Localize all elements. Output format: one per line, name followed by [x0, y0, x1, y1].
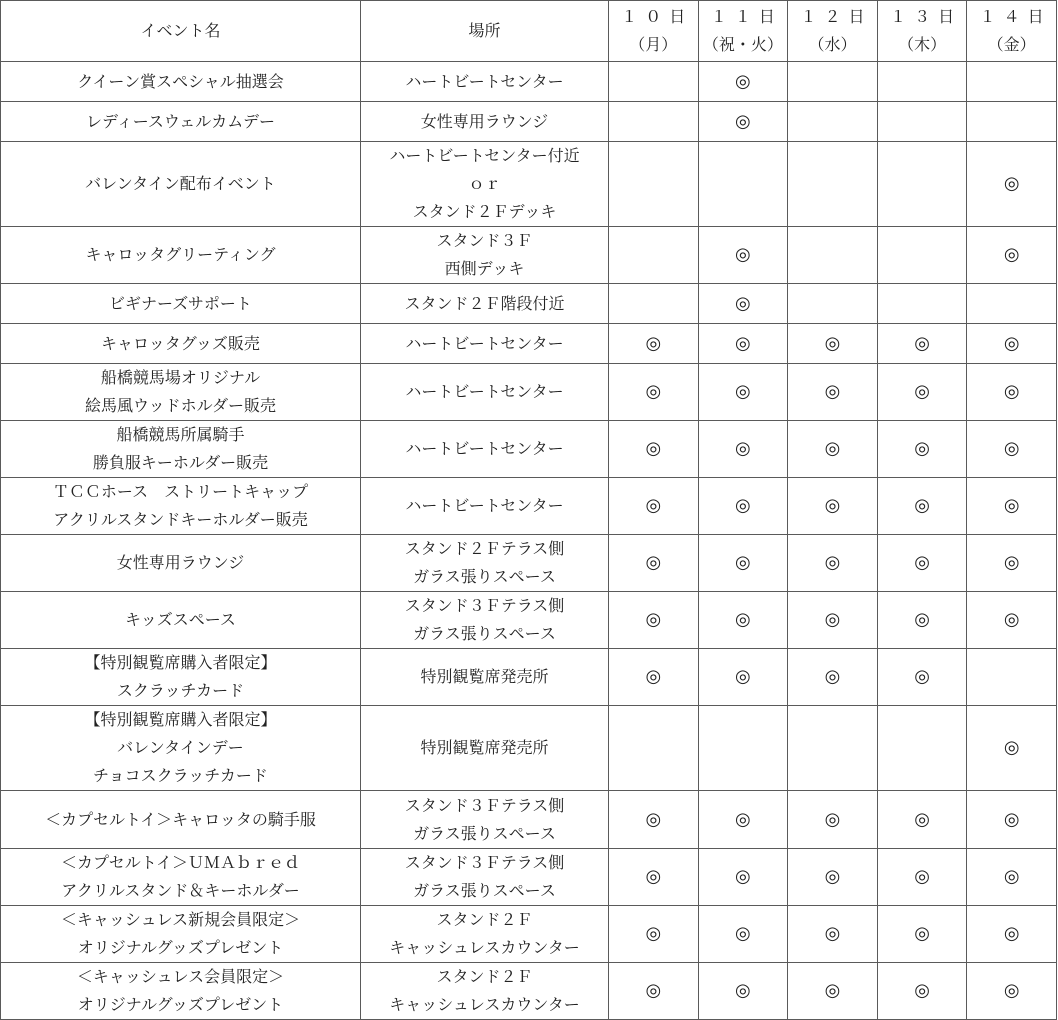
- day-cell: [609, 142, 699, 227]
- event-name-cell: [1, 227, 361, 284]
- day-cell: [967, 324, 1057, 364]
- event-name-cell: [1, 364, 361, 421]
- table-row: [1, 791, 1057, 849]
- place-cell-line: スタンド２Ｆ: [436, 967, 533, 986]
- day-cell: [967, 142, 1057, 227]
- day-header: [698, 1, 788, 62]
- held-mark: ◎: [645, 552, 662, 573]
- day-cell: [967, 791, 1057, 849]
- day-cell: [877, 364, 967, 421]
- day-weekday: （金）: [987, 35, 1036, 54]
- held-mark: ◎: [914, 381, 930, 402]
- held-mark: ◎: [914, 980, 930, 1001]
- held-mark: ◎: [645, 495, 662, 516]
- held-mark: ◎: [735, 244, 751, 265]
- day-cell: [967, 62, 1057, 102]
- table-row: [1, 142, 1057, 227]
- day-weekday: （祝・火）: [702, 35, 783, 54]
- day-cell: [877, 324, 967, 364]
- held-mark: ◎: [735, 332, 751, 354]
- event-name-cell-line: 女性専用ラウンジ: [116, 553, 245, 572]
- place-cell-line: 特別観覧席発売所: [420, 738, 549, 757]
- place-cell: [361, 284, 609, 324]
- held-mark: ◎: [914, 866, 930, 887]
- day-cell: [877, 284, 967, 324]
- day-cell: [698, 706, 788, 791]
- held-mark: ◎: [1003, 923, 1020, 944]
- table-row: [1, 102, 1057, 142]
- day-cell: [788, 102, 878, 142]
- table-row: [1, 963, 1057, 1020]
- place-cell: [361, 324, 609, 364]
- held-mark: ◎: [1003, 980, 1020, 1001]
- day-header: [788, 1, 878, 62]
- event-name-cell-line: 勝負服キーホルダー販売: [92, 453, 269, 472]
- day-cell: [609, 102, 699, 142]
- place-cell-line: ハートビートセンター: [405, 382, 564, 401]
- place-cell: [361, 102, 609, 142]
- day-cell: [698, 478, 788, 535]
- event-name-cell-line: バレンタインデー: [117, 738, 244, 757]
- event-name-cell: [1, 706, 361, 791]
- day-cell: [788, 706, 878, 791]
- day-cell: [967, 227, 1057, 284]
- day-cell: [877, 791, 967, 849]
- day-cell: [877, 963, 967, 1020]
- place-header: 場所: [361, 1, 609, 62]
- event-name-cell-line: 船橋競馬所属騎手: [116, 425, 245, 444]
- event-name-cell: [1, 791, 361, 849]
- place-cell: [361, 227, 609, 284]
- table-row: [1, 535, 1057, 592]
- day-cell: [609, 706, 699, 791]
- day-cell: [698, 791, 788, 849]
- held-mark: ◎: [735, 70, 751, 92]
- table-row: [1, 62, 1057, 102]
- held-mark: ◎: [735, 666, 751, 687]
- held-mark: ◎: [824, 381, 841, 402]
- held-mark: ◎: [824, 552, 841, 573]
- held-mark: ◎: [735, 980, 751, 1001]
- place-cell-line: ガラス張りスペース: [413, 881, 556, 900]
- held-mark: ◎: [735, 381, 751, 402]
- day-cell: [967, 364, 1057, 421]
- day-weekday: （木）: [898, 35, 947, 54]
- header-row: [1, 1, 1057, 62]
- day-cell: [877, 849, 967, 906]
- place-cell-line: ハートビートセンター: [405, 333, 564, 353]
- event-name-cell-line: 【特別観覧席購入者限定】: [84, 710, 277, 729]
- event-name-cell: [1, 62, 361, 102]
- day-date: １２日: [800, 7, 873, 26]
- event-name-cell: [1, 324, 361, 364]
- day-cell: [698, 535, 788, 592]
- held-mark: ◎: [1003, 173, 1020, 194]
- day-cell: [967, 906, 1057, 963]
- held-mark: ◎: [645, 866, 662, 887]
- event-name-cell-line: ビギナーズサポート: [109, 293, 252, 313]
- held-mark: ◎: [735, 923, 751, 944]
- day-cell: [877, 142, 967, 227]
- day-cell: [609, 324, 699, 364]
- event-name-cell: [1, 592, 361, 649]
- day-cell: [609, 592, 699, 649]
- held-mark: ◎: [1003, 381, 1020, 402]
- event-name-cell-line: 絵馬風ウッドホルダー販売: [84, 396, 277, 415]
- day-cell: [967, 102, 1057, 142]
- day-cell: [877, 535, 967, 592]
- place-cell: [361, 62, 609, 102]
- event-name-cell-line: オリジナルグッズプレゼント: [77, 938, 284, 957]
- day-header: [609, 1, 699, 62]
- day-cell: [609, 364, 699, 421]
- day-cell: [609, 963, 699, 1020]
- day-cell: [967, 284, 1057, 324]
- day-cell: [877, 706, 967, 791]
- place-cell-line: スタンド２Ｆデッキ: [412, 202, 557, 221]
- held-mark: ◎: [645, 923, 662, 944]
- held-mark: ◎: [824, 866, 841, 887]
- place-cell-line: ハートビートセンター付近: [389, 146, 580, 165]
- held-mark: ◎: [735, 292, 751, 314]
- table-row: [1, 592, 1057, 649]
- held-mark: ◎: [1003, 552, 1020, 573]
- table-row: [1, 478, 1057, 535]
- held-mark: ◎: [1003, 609, 1020, 630]
- day-cell: [788, 849, 878, 906]
- held-mark: ◎: [645, 381, 662, 402]
- event-name-cell-line: アクリルスタンドキーホルダー販売: [53, 510, 308, 529]
- day-date: １３日: [890, 7, 963, 26]
- place-cell-line: スタンド２Ｆ: [436, 910, 533, 929]
- table-row: [1, 849, 1057, 906]
- place-cell-line: キャッシュレスカウンター: [389, 995, 580, 1014]
- day-cell: [877, 421, 967, 478]
- day-cell: [698, 364, 788, 421]
- place-cell: [361, 791, 609, 849]
- day-cell: [609, 478, 699, 535]
- held-mark: ◎: [735, 552, 751, 573]
- day-cell: [788, 227, 878, 284]
- event-name-cell: [1, 535, 361, 592]
- day-cell: [877, 102, 967, 142]
- day-cell: [788, 535, 878, 592]
- place-cell: [361, 906, 609, 963]
- held-mark: ◎: [645, 332, 662, 354]
- table-row: [1, 906, 1057, 963]
- day-header: [877, 1, 967, 62]
- place-cell-line: 西側デッキ: [444, 259, 525, 278]
- day-cell: [609, 227, 699, 284]
- day-cell: [967, 963, 1057, 1020]
- event-name-cell: [1, 284, 361, 324]
- held-mark: ◎: [914, 609, 930, 630]
- place-cell-line: ｏｒ: [468, 174, 501, 193]
- day-weekday: （水）: [808, 35, 857, 54]
- day-cell: [698, 906, 788, 963]
- place-cell: [361, 849, 609, 906]
- day-cell: [877, 649, 967, 706]
- day-cell: [967, 535, 1057, 592]
- event-name-cell: [1, 963, 361, 1020]
- event-name-cell: [1, 906, 361, 963]
- day-cell: [698, 649, 788, 706]
- place-cell: [361, 478, 609, 535]
- event-name-cell-line: キャロッタグリーティング: [85, 245, 276, 264]
- day-cell: [788, 963, 878, 1020]
- held-mark: ◎: [824, 980, 841, 1001]
- day-cell: [788, 791, 878, 849]
- place-cell: [361, 706, 609, 791]
- day-weekday: （月）: [629, 35, 678, 54]
- held-mark: ◎: [914, 332, 930, 354]
- held-mark: ◎: [645, 438, 662, 459]
- day-cell: [788, 142, 878, 227]
- place-cell: [361, 142, 609, 227]
- held-mark: ◎: [824, 438, 841, 459]
- held-mark: ◎: [1003, 737, 1020, 758]
- place-cell-line: スタンド３Ｆテラス側: [404, 853, 565, 872]
- place-cell-line: ハートビートセンター: [405, 71, 564, 91]
- event-name-cell-line: ＜キャッシュレス会員限定＞: [76, 967, 285, 986]
- place-cell-line: 女性専用ラウンジ: [420, 111, 549, 131]
- held-mark: ◎: [824, 666, 841, 687]
- day-cell: [967, 421, 1057, 478]
- place-cell-line: スタンド３Ｆ: [436, 231, 533, 250]
- day-date: １０日: [621, 7, 694, 26]
- table-row: [1, 364, 1057, 421]
- place-cell-line: ハートビートセンター: [405, 496, 564, 515]
- day-cell: [698, 102, 788, 142]
- held-mark: ◎: [1003, 808, 1020, 830]
- day-cell: [967, 849, 1057, 906]
- event-name-cell-line: 【特別観覧席購入者限定】: [84, 653, 277, 672]
- day-cell: [609, 906, 699, 963]
- place-cell-line: 特別観覧席発売所: [420, 667, 549, 686]
- event-name-cell-line: ＜カプセルトイ＞ＵＭＡｂｒｅｄ: [60, 853, 301, 872]
- event-name-cell: [1, 102, 361, 142]
- event-name-cell: [1, 478, 361, 535]
- place-cell-line: スタンド２Ｆテラス側: [404, 539, 565, 558]
- held-mark: ◎: [645, 980, 662, 1001]
- place-cell-line: ガラス張りスペース: [413, 567, 556, 586]
- day-cell: [877, 906, 967, 963]
- day-cell: [698, 284, 788, 324]
- event-name-header: イベント名: [1, 1, 361, 62]
- event-name-cell-line: オリジナルグッズプレゼント: [77, 995, 284, 1014]
- event-name-cell-line: キッズスペース: [125, 610, 236, 629]
- table-row: [1, 284, 1057, 324]
- day-header: [967, 1, 1057, 62]
- day-cell: [609, 421, 699, 478]
- day-cell: [698, 421, 788, 478]
- day-cell: [967, 706, 1057, 791]
- held-mark: ◎: [914, 808, 930, 830]
- day-cell: [698, 142, 788, 227]
- held-mark: ◎: [914, 923, 930, 944]
- day-cell: [788, 649, 878, 706]
- day-cell: [877, 227, 967, 284]
- place-cell-line: ガラス張りスペース: [413, 823, 556, 843]
- day-cell: [877, 62, 967, 102]
- day-cell: [698, 963, 788, 1020]
- held-mark: ◎: [645, 808, 662, 830]
- day-cell: [788, 906, 878, 963]
- held-mark: ◎: [914, 438, 930, 459]
- held-mark: ◎: [735, 808, 751, 830]
- day-cell: [698, 849, 788, 906]
- day-cell: [698, 227, 788, 284]
- event-name-cell-line: レディースウェルカムデー: [86, 111, 275, 131]
- held-mark: ◎: [824, 609, 841, 630]
- schedule-body: [1, 62, 1057, 1020]
- event-name-cell-line: ＴＣＣホース ストリートキャップ: [52, 482, 309, 501]
- day-cell: [967, 478, 1057, 535]
- table-row: [1, 421, 1057, 478]
- held-mark: ◎: [824, 332, 841, 354]
- day-cell: [967, 592, 1057, 649]
- table-row: [1, 649, 1057, 706]
- event-name-cell-line: 船橋競馬場オリジナル: [100, 368, 261, 387]
- place-cell: [361, 592, 609, 649]
- held-mark: ◎: [824, 495, 841, 516]
- day-cell: [788, 592, 878, 649]
- place-cell-line: スタンド３Ｆテラス側: [404, 596, 565, 615]
- held-mark: ◎: [735, 866, 751, 887]
- held-mark: ◎: [645, 666, 662, 687]
- place-cell: [361, 421, 609, 478]
- held-mark: ◎: [735, 438, 751, 459]
- day-cell: [877, 592, 967, 649]
- day-cell: [609, 849, 699, 906]
- day-cell: [788, 324, 878, 364]
- day-cell: [609, 649, 699, 706]
- table-row: [1, 227, 1057, 284]
- event-name-cell-line: チョコスクラッチカード: [93, 766, 268, 785]
- day-cell: [609, 62, 699, 102]
- place-cell-line: スタンド３Ｆテラス側: [404, 795, 565, 815]
- event-name-cell: [1, 142, 361, 227]
- table-row: [1, 324, 1057, 364]
- held-mark: ◎: [735, 609, 751, 630]
- day-cell: [788, 421, 878, 478]
- event-name-cell-line: スクラッチカード: [116, 681, 245, 700]
- held-mark: ◎: [914, 552, 930, 573]
- day-cell: [609, 535, 699, 592]
- held-mark: ◎: [914, 666, 930, 687]
- held-mark: ◎: [645, 609, 662, 630]
- day-cell: [698, 592, 788, 649]
- held-mark: ◎: [1003, 244, 1020, 265]
- place-cell-line: スタンド２Ｆ階段付近: [404, 293, 565, 313]
- event-name-cell-line: バレンタイン配布イベント: [85, 174, 276, 193]
- day-cell: [788, 62, 878, 102]
- held-mark: ◎: [1003, 495, 1020, 516]
- day-date: １１日: [710, 7, 783, 26]
- place-cell: [361, 963, 609, 1020]
- day-cell: [698, 324, 788, 364]
- held-mark: ◎: [1003, 438, 1020, 459]
- held-mark: ◎: [914, 495, 930, 516]
- event-name-cell: [1, 649, 361, 706]
- event-name-cell: [1, 849, 361, 906]
- day-cell: [698, 62, 788, 102]
- table-row: [1, 706, 1057, 791]
- held-mark: ◎: [1003, 866, 1020, 887]
- place-cell-line: キャッシュレスカウンター: [389, 938, 580, 957]
- place-cell-line: ガラス張りスペース: [413, 624, 556, 643]
- place-cell-line: ハートビートセンター: [405, 439, 564, 458]
- event-name-cell-line: ＜カプセルトイ＞キャロッタの騎手服: [45, 809, 316, 829]
- event-name-cell-line: ＜キャッシュレス新規会員限定＞: [60, 910, 301, 929]
- place-cell: [361, 649, 609, 706]
- held-mark: ◎: [824, 923, 841, 944]
- place-cell: [361, 364, 609, 421]
- event-name-cell: [1, 421, 361, 478]
- day-cell: [967, 649, 1057, 706]
- held-mark: ◎: [1003, 332, 1020, 354]
- day-date: １４日: [979, 7, 1052, 26]
- event-name-cell-line: クイーン賞スペシャル抽選会: [77, 71, 284, 91]
- held-mark: ◎: [735, 495, 751, 516]
- day-cell: [877, 478, 967, 535]
- day-cell: [609, 284, 699, 324]
- held-mark: ◎: [824, 808, 841, 830]
- day-cell: [609, 791, 699, 849]
- event-name-cell-line: キャロッタグッズ販売: [101, 333, 260, 353]
- held-mark: ◎: [735, 110, 751, 132]
- day-cell: [788, 364, 878, 421]
- day-cell: [788, 478, 878, 535]
- day-cell: [788, 284, 878, 324]
- event-name-cell-line: アクリルスタンド＆キーホルダー: [61, 881, 300, 900]
- place-cell: [361, 535, 609, 592]
